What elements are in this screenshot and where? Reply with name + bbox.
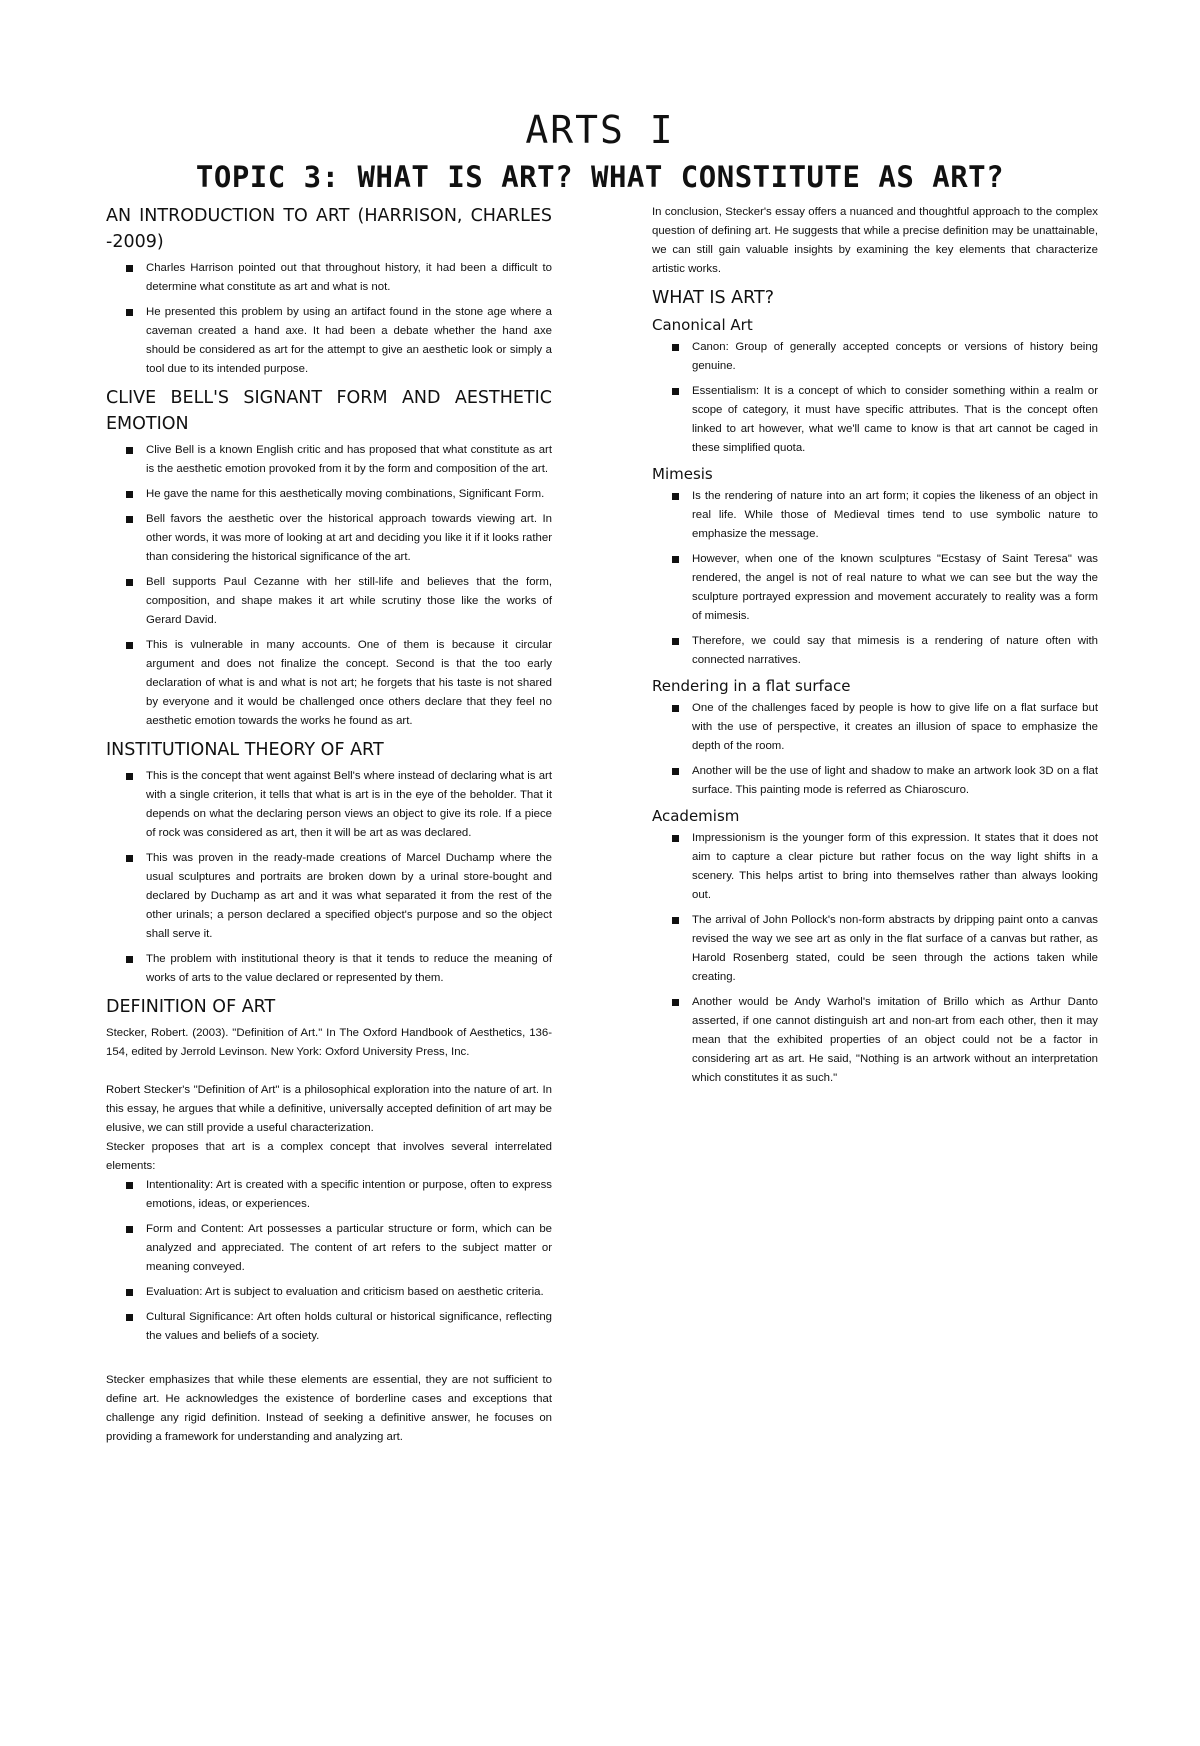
introduction-list	[106, 259, 552, 379]
conclusion-paragraph: In conclusion, Stecker's essay offers a nuanced and thoughtful approach to the complex question of defining art. He suggests that while a precise definition may be unattainable, we can still gain valuable insights by examining the key elements that characterize artistic works.	[652, 206, 1098, 275]
list-item: Charles Harrison pointed out that throughout history, it had been a difficult to determine what constitute as art and what is not.	[146, 259, 552, 297]
list-item: Canon: Group of generally accepted concepts or versions of history being genuine.	[692, 338, 1098, 376]
citation: Stecker, Robert. (2003). "Definition of Art." In The Oxford Handbook of Aesthetics, 136-154, edited by Jerrold Levinson. New York: Oxford University Press, Inc.	[106, 1027, 552, 1058]
list-item: The arrival of John Pollock's non-form abstracts by dripping paint onto a canvas revised the way we see art as only in the flat surface of a canvas but rather, as Harold Rosenberg stated, could be seen through the actions taken while creating.	[692, 911, 1098, 987]
list-item: Clive Bell is a known English critic and has proposed that what constitute as art is the aesthetic emotion provoked from it by the form and composition of the art.	[146, 441, 552, 479]
paragraph: Robert Stecker's "Definition of Art" is a philosophical exploration into the nature of art. In this essay, he argues that while a definitive, universally accepted definition of art may be elusive, we can still provide a useful characterization.	[106, 1084, 552, 1134]
list-item: He presented this problem by using an artifact found in the stone age where a caveman created a hand axe. It had been a debate whether the hand axe should be considered as art for the attempt to give an aesthetic look or simply a tool due to its intended purpose.	[146, 303, 552, 379]
left-column	[106, 203, 552, 1447]
list-item: He gave the name for this aesthetically moving combinations, Significant Form.	[146, 485, 552, 504]
paragraph: Stecker proposes that art is a complex concept that involves several interrelated elements:	[106, 1141, 552, 1172]
document-title: ARTS I	[525, 108, 675, 152]
list-item: Impressionism is the younger form of this expression. It states that it does not aim to capture a clear picture but rather focus on the way light shifts in a scenery. This helps artist to bring into themselves rather than always looking out.	[692, 829, 1098, 905]
list-item: Another will be the use of light and shadow to make an artwork look 3D on a flat surface. This painting mode is referred as Chiaroscuro.	[692, 762, 1098, 800]
section-heading-what-is-art: WHAT IS ART?	[652, 288, 774, 308]
subheading-canonical-art: Canonical Art	[652, 316, 753, 334]
mimesis-list	[652, 487, 1098, 670]
section-heading-definition-of-art: DEFINITION OF ART	[106, 997, 276, 1017]
stecker-elements-list	[106, 1176, 552, 1346]
list-item: Essentialism: It is a concept of which to consider something within a realm or scope of category, it must have specific attributes. That is the concept often linked to art however, what we'll came to know is that art cannot be caged in these simplified quota.	[692, 382, 1098, 458]
list-item: Therefore, we could say that mimesis is a rendering of nature often with connected narratives.	[692, 632, 1098, 670]
document-subtitle: TOPIC 3: WHAT IS ART? WHAT CONSTITUTE AS ART?	[195, 160, 1005, 194]
spacer	[106, 1352, 552, 1371]
section-heading-introduction: AN INTRODUCTION TO ART (HARRISON, CHARLES -2009)	[106, 206, 552, 252]
list-item: Cultural Significance: Art often holds cultural or historical significance, reflecting the values and beliefs of a society.	[146, 1308, 552, 1346]
academism-list	[652, 829, 1098, 1088]
subheading-mimesis: Mimesis	[652, 465, 713, 483]
list-item: Bell favors the aesthetic over the historical approach towards viewing art. In other words, it was more of looking at art and deciding you like it if it looks rather than considering the historical significance of the art.	[146, 510, 552, 567]
canonical-art-list	[652, 338, 1098, 458]
section-heading-institutional-theory: INSTITUTIONAL THEORY OF ART	[106, 740, 384, 760]
list-item: This is vulnerable in many accounts. One of them is because it circular argument and does not finalize the concept. Second is that the too early declaration of what is and what is not art; he forgets that his taste is not shared by everyone and it would be challenged once others declare that they feel no aesthetic emotion towards the works he found as art.	[146, 636, 552, 731]
section-heading-clive-bell: CLIVE BELL'S SIGNANT FORM AND AESTHETIC EMOTION	[106, 388, 552, 434]
subheading-academism: Academism	[652, 807, 740, 825]
list-item: However, when one of the known sculptures "Ecstasy of Saint Teresa" was rendered, the angel is not of real nature to what we can see but the way the sculpture portrayed expression and movement accurately to reality was a form of mimesis.	[692, 550, 1098, 626]
list-item: The problem with institutional theory is that it tends to reduce the meaning of works of arts to the value declared or represented by them.	[146, 950, 552, 988]
list-item: Bell supports Paul Cezanne with her still-life and believes that the form, composition, and shape makes it art while scrutiny those like the works of Gerard David.	[146, 573, 552, 630]
list-item: Intentionality: Art is created with a specific intention or purpose, often to express emotions, ideas, or experiences.	[146, 1176, 552, 1214]
list-item: One of the challenges faced by people is how to give life on a flat surface but with the use of perspective, it creates an illusion of space to emphasize the depth of the room.	[692, 699, 1098, 756]
spacer	[106, 1062, 552, 1081]
list-item: Evaluation: Art is subject to evaluation and criticism based on aesthetic criteria.	[146, 1283, 552, 1302]
list-item: Is the rendering of nature into an art form; it copies the likeness of an object in real life. While those of Medieval times tend to use symbolic nature to emphasize the message.	[692, 487, 1098, 544]
subheading-flat-surface: Rendering in a flat surface	[652, 677, 851, 695]
clive-bell-list	[106, 441, 552, 731]
list-item: Form and Content: Art possesses a particular structure or form, which can be analyzed and appreciated. The content of art refers to the subject matter or meaning conveyed.	[146, 1220, 552, 1277]
list-item: This was proven in the ready-made creations of Marcel Duchamp where the usual sculptures and portraits are broken down by a urinal store-bought and declared by Duchamp as art and it was what separated it from the rest of the other urinals; a person declared a specified object's purpose and so the object shall serve it.	[146, 849, 552, 944]
institutional-theory-list	[106, 767, 552, 988]
list-item: Another would be Andy Warhol's imitation of Brillo which as Arthur Danto asserted, if one cannot distinguish art and non-art from each other, then it may mean that the exhibited properties of an object could not be a factor in considering art as art. He said, "Nothing is an artwork without an interpretation which constitutes it as such."	[692, 993, 1098, 1088]
paragraph: Stecker emphasizes that while these elements are essential, they are not sufficient to define art. He acknowledges the existence of borderline cases and exceptions that challenge any rigid definition. Instead of seeking a definitive answer, he focuses on providing a framework for understanding and analyzing art.	[106, 1374, 552, 1443]
list-item: This is the concept that went against Bell's where instead of declaring what is art with a single criterion, it tells that what is art is in the eye of the beholder. That it depends on what the declaring person views an object to give its role. If a piece of rock was considered as art, then it will be art as was declared.	[146, 767, 552, 843]
flat-surface-list	[652, 699, 1098, 800]
right-column	[652, 203, 1098, 1094]
